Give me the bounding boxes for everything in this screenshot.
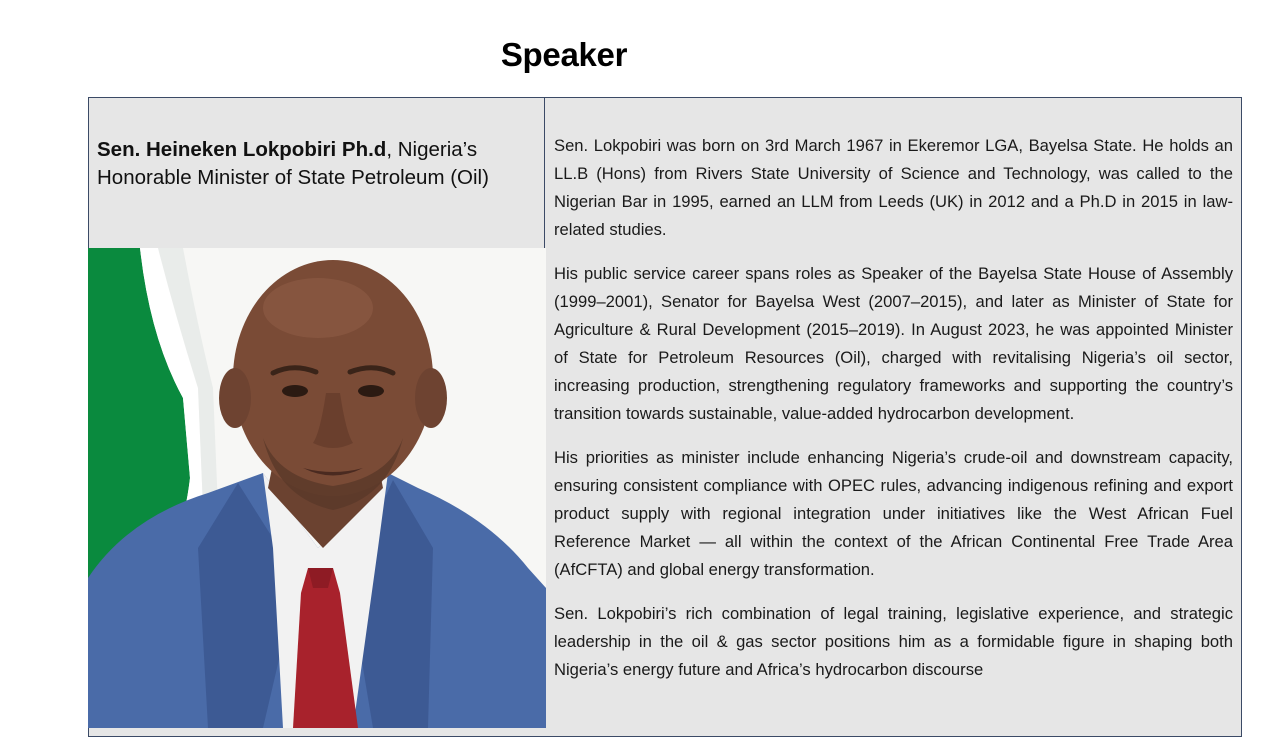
bio-paragraph: Sen. Lokpobiri was born on 3rd March 1967 in Ekeremor LGA, Bayelsa State. He holds an LL.B (Hons) from Rivers State University of Science and Technology, was called to the Nigerian Bar in 1995, earned an LLM from Leeds (UK) in 2012 and a Ph.D in 2015 in law-related studies. xyxy=(554,136,1233,239)
bio-paragraph: Sen. Lokpobiri’s rich combination of legal training, legislative experience, and strategic leadership in the oil & gas sector positions him as a formidable figure in shaping both Nigeria’s energy future and Africa’s hydrocarbon discourse xyxy=(554,604,1233,679)
speaker-bio xyxy=(554,132,1233,700)
speaker-portrait xyxy=(88,248,546,728)
portrait-illustration xyxy=(88,248,546,728)
speaker-name: Sen. Heineken Lokpobiri Ph.d xyxy=(97,138,387,161)
bio-paragraph: His public service career spans roles as Speaker of the Bayelsa State House of Assembly (1999–2001), Senator for Bayelsa West (2007–2015), and later as Minister of State for Agriculture & Rural Development (2015–2019). In August 2023, he was appointed Minister of State for Petroleum Resources (Oil), charged with revitalising Nigeria’s oil sector, increasing production, strengthening regulatory frameworks and supporting the country’s transition towards sustainable, value-added hydrocarbon development. xyxy=(554,264,1233,423)
column-divider xyxy=(544,98,545,249)
bio-paragraph: His priorities as minister include enhancing Nigeria’s crude-oil and downstream capacity, ensuring consistent compliance with OPEC rules, advancing indigenous refining and export product supply with regional integration under initiatives like the West African Fuel Reference Market — all within the context of the African Continental Free Trade Area (AfCFTA) and global energy transformation. xyxy=(554,448,1233,579)
speaker-card xyxy=(88,97,1242,737)
slide-title: Speaker xyxy=(500,36,628,73)
speaker-role: , Nigeria’s Honorable Minister of State Petroleum (Oil) xyxy=(97,138,489,189)
speaker-heading xyxy=(97,136,537,192)
